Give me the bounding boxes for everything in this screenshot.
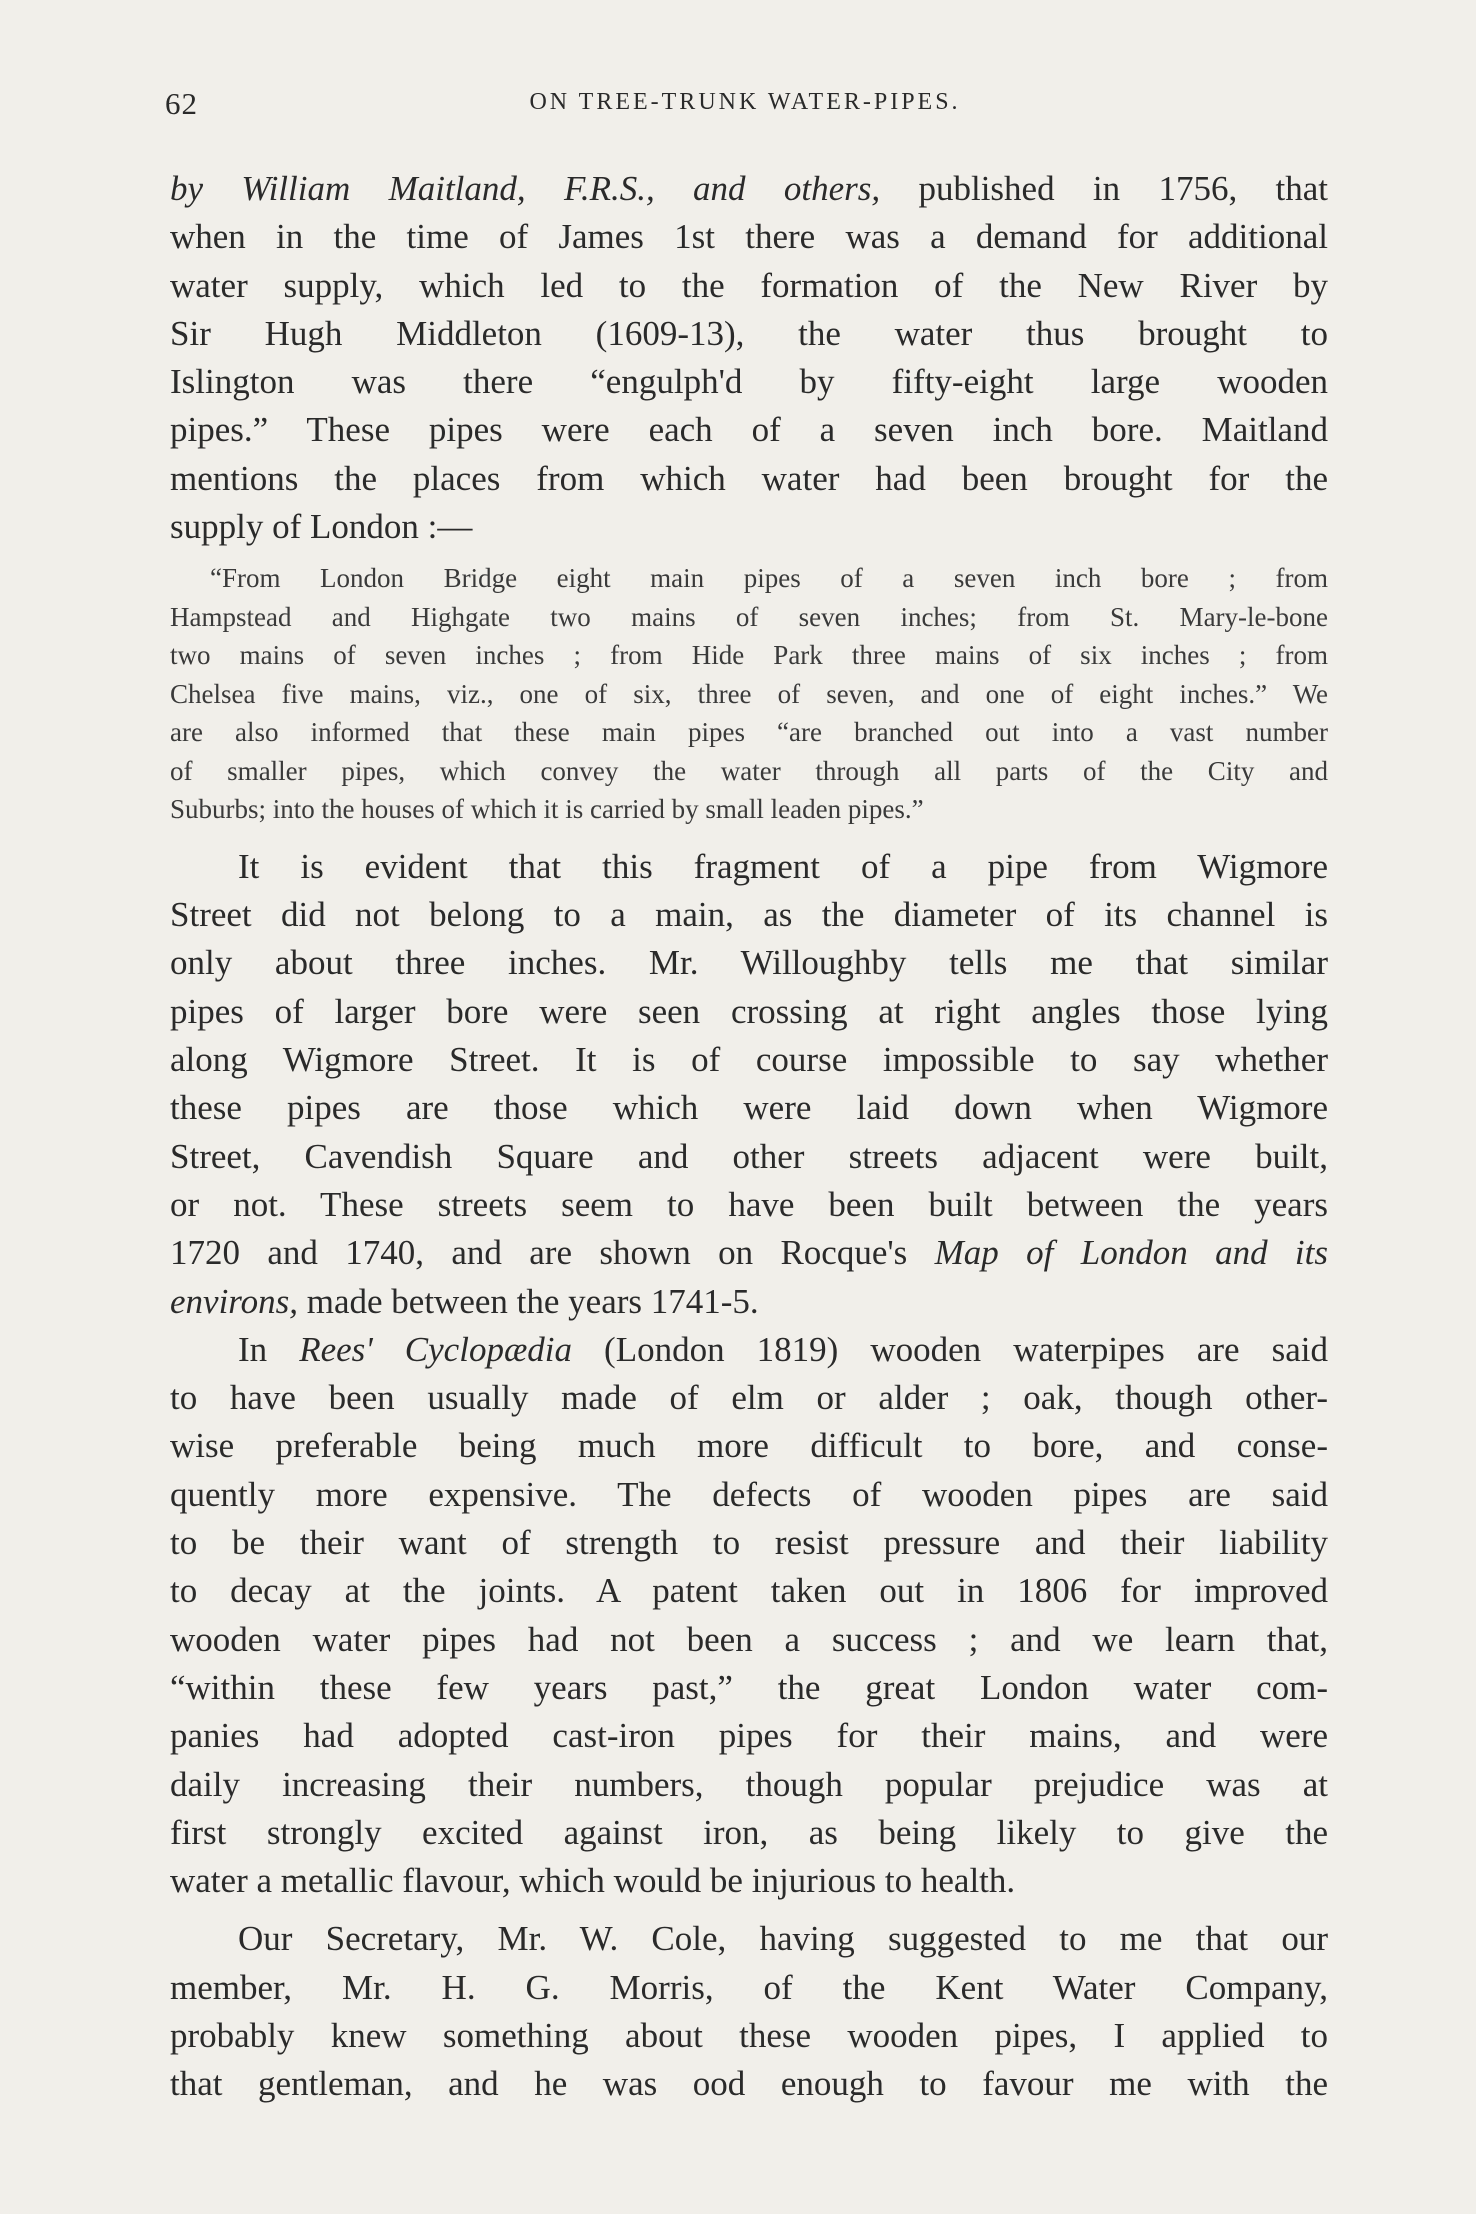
- body-text: [170, 165, 1328, 2109]
- text-line: wooden water pipes had not been a success ; and we learn that,: [170, 1619, 1328, 1659]
- paragraph-4: [170, 1915, 1328, 2108]
- text-line: panies had adopted cast-iron pipes for their mains, and were: [170, 1716, 1328, 1756]
- text-line: mentions the places from which water had been brought for the: [170, 458, 1328, 498]
- text-line: 1720 and 1740, and are shown on Rocque's Map of London and its: [170, 1233, 1329, 1273]
- map-title-italic: environs,: [170, 1281, 298, 1321]
- quote-line: are also informed that these main pipes “are branched out into a vast number: [170, 717, 1328, 748]
- paragraph-3: [170, 1326, 1328, 1906]
- text-line: that gentleman, and he was ood enough to favour me with the: [170, 2064, 1328, 2104]
- text-line: environs, made between the years 1741-5.: [170, 1281, 759, 1321]
- text-line: quently more expensive. The defects of wooden pipes are said: [170, 1474, 1328, 1514]
- text-line: to have been usually made of elm or alder ; oak, though other-: [170, 1378, 1328, 1418]
- text-line: Islington was there “engulph'd by fifty-eight large wooden: [170, 362, 1328, 402]
- text-line: Street, Cavendish Square and other streets adjacent were built,: [170, 1136, 1328, 1176]
- page-header: [165, 86, 1325, 122]
- text-line: supply of London :—: [170, 507, 473, 547]
- text-line: pipes.” These pipes were each of a seven inch bore. Maitland: [170, 410, 1328, 450]
- quote-line: Chelsea five mains, viz., one of six, three of seven, and one of eight inches.” We: [170, 678, 1328, 709]
- page-number: 62: [165, 86, 198, 121]
- text-line: by William Maitland, F.R.S., and others, published in 1756, that: [170, 169, 1328, 208]
- text-line: first strongly excited against iron, as being likely to give the: [170, 1812, 1328, 1852]
- text-line: Street did not belong to a main, as the diameter of its channel is: [170, 895, 1328, 935]
- text-line: member, Mr. H. G. Morris, of the Kent Water Company,: [170, 1967, 1328, 2007]
- block-quote: [170, 559, 1328, 829]
- text-line: or not. These streets seem to have been built between the years: [170, 1184, 1328, 1224]
- text-line: probably knew something about these wooden pipes, I applied to: [170, 2016, 1328, 2055]
- text-line: these pipes are those which were laid down when Wigmore: [170, 1088, 1328, 1128]
- text-line: Sir Hugh Middleton (1609-13), the water thus brought to: [170, 313, 1328, 353]
- running-title: ON TREE-TRUNK WATER-PIPES.: [529, 89, 961, 115]
- quote-line: “From London Bridge eight main pipes of a seven inch bore ; from: [210, 563, 1328, 594]
- cyclopaedia-title-italic: Rees' Cyclopædia: [299, 1329, 573, 1369]
- map-title-italic: Map of London and its: [934, 1233, 1329, 1273]
- quote-line: of smaller pipes, which convey the water through all parts of the City and: [170, 755, 1328, 786]
- text-line: only about three inches. Mr. Willoughby tells me that similar: [170, 943, 1328, 983]
- text-line: to decay at the joints. A patent taken out in 1806 for improved: [170, 1571, 1328, 1611]
- quote-line: Hampstead and Highgate two mains of seven inches; from St. Mary-le-bone: [170, 601, 1328, 632]
- text-line: along Wigmore Street. It is of course impossible to say whether: [170, 1040, 1328, 1080]
- text-line: water a metallic flavour, which would be injurious to health.: [170, 1861, 1016, 1901]
- text-line: pipes of larger bore were seen crossing at right angles those lying: [170, 991, 1328, 1031]
- quote-line: two mains of seven inches ; from Hide Park three mains of six inches ; from: [170, 640, 1328, 671]
- text-line: In Rees' Cyclopædia (London 1819) wooden waterpipes are said: [238, 1329, 1328, 1369]
- text-line: to be their want of strength to resist pressure and their liability: [170, 1523, 1328, 1563]
- text-line: daily increasing their numbers, though popular prejudice was at: [170, 1764, 1328, 1804]
- text-line: Our Secretary, Mr. W. Cole, having suggested to me that our: [238, 1919, 1328, 1959]
- text-line: water supply, which led to the formation of the New River by: [170, 265, 1328, 305]
- quote-line: Suburbs; into the houses of which it is carried by small leaden pipes.”: [170, 794, 924, 825]
- text-line: “within these few years past,” the great London water com-: [170, 1667, 1328, 1707]
- citation-italic: by William Maitland, F.R.S., and others,: [170, 169, 881, 208]
- text-line: wise preferable being much more difficult to bore, and conse-: [170, 1426, 1328, 1466]
- text-line: It is evident that this fragment of a pipe from Wigmore: [238, 846, 1328, 886]
- paragraph-1: [170, 165, 1328, 551]
- paragraph-2: [170, 843, 1328, 1326]
- text-line: when in the time of James 1st there was a demand for additional: [170, 217, 1328, 257]
